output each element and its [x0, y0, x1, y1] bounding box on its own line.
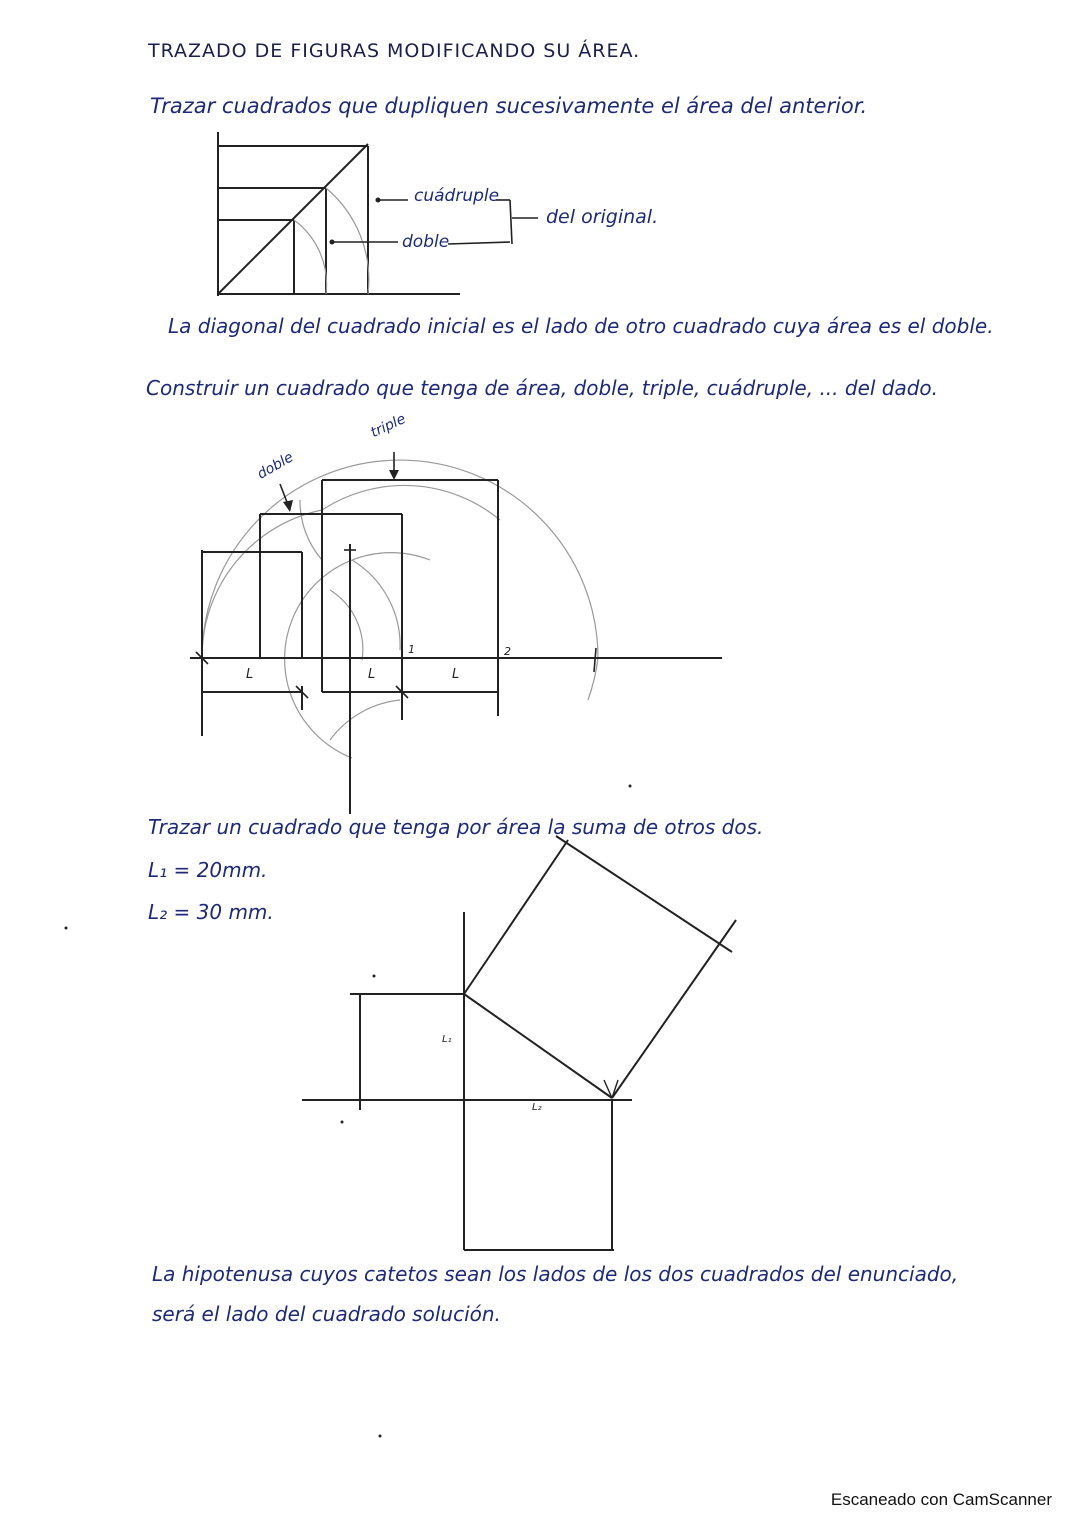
given-l2: L₂ = 30 mm. [148, 900, 274, 924]
page-title: TRAZADO DE FIGURAS MODIFICANDO SU ÁREA. [148, 40, 641, 62]
label-l1: L₁ [442, 1034, 452, 1045]
instruction-2: Construir un cuadrado que tenga de área, doble, triple, cuádruple, ... del dado. [146, 376, 939, 400]
label-del-original: del original. [546, 206, 659, 228]
point-label-1: 1 [408, 643, 415, 656]
label-cuadruple: cuádruple [414, 186, 500, 206]
label-triple: triple [368, 411, 409, 441]
label-l2: L₂ [532, 1102, 542, 1113]
instruction-3: Trazar un cuadrado que tenga por área la suma de otros dos. [148, 815, 764, 839]
conclusion-1: La hipotenusa cuyos catetos sean los lados de los dos cuadrados del enunciado, [152, 1262, 959, 1286]
point-label-2: 2 [504, 645, 511, 658]
conclusion-2: será el lado del cuadrado solución. [152, 1302, 501, 1326]
explanation-1: La diagonal del cuadrado inicial es el lado de otro cuadrado cuya área es el doble. [168, 314, 994, 338]
instruction-1: Trazar cuadrados que dupliquen sucesivamente el área del anterior. [150, 94, 868, 118]
segment-label-1: L [246, 667, 254, 682]
label-doble-fig2: doble [254, 449, 297, 483]
label-doble: doble [402, 232, 450, 252]
segment-label-3: L [452, 667, 460, 682]
camscanner-watermark: Escaneado con CamScanner [830, 1490, 1052, 1509]
given-l1: L₁ = 20mm. [148, 858, 268, 882]
segment-label-2: L [368, 667, 376, 682]
